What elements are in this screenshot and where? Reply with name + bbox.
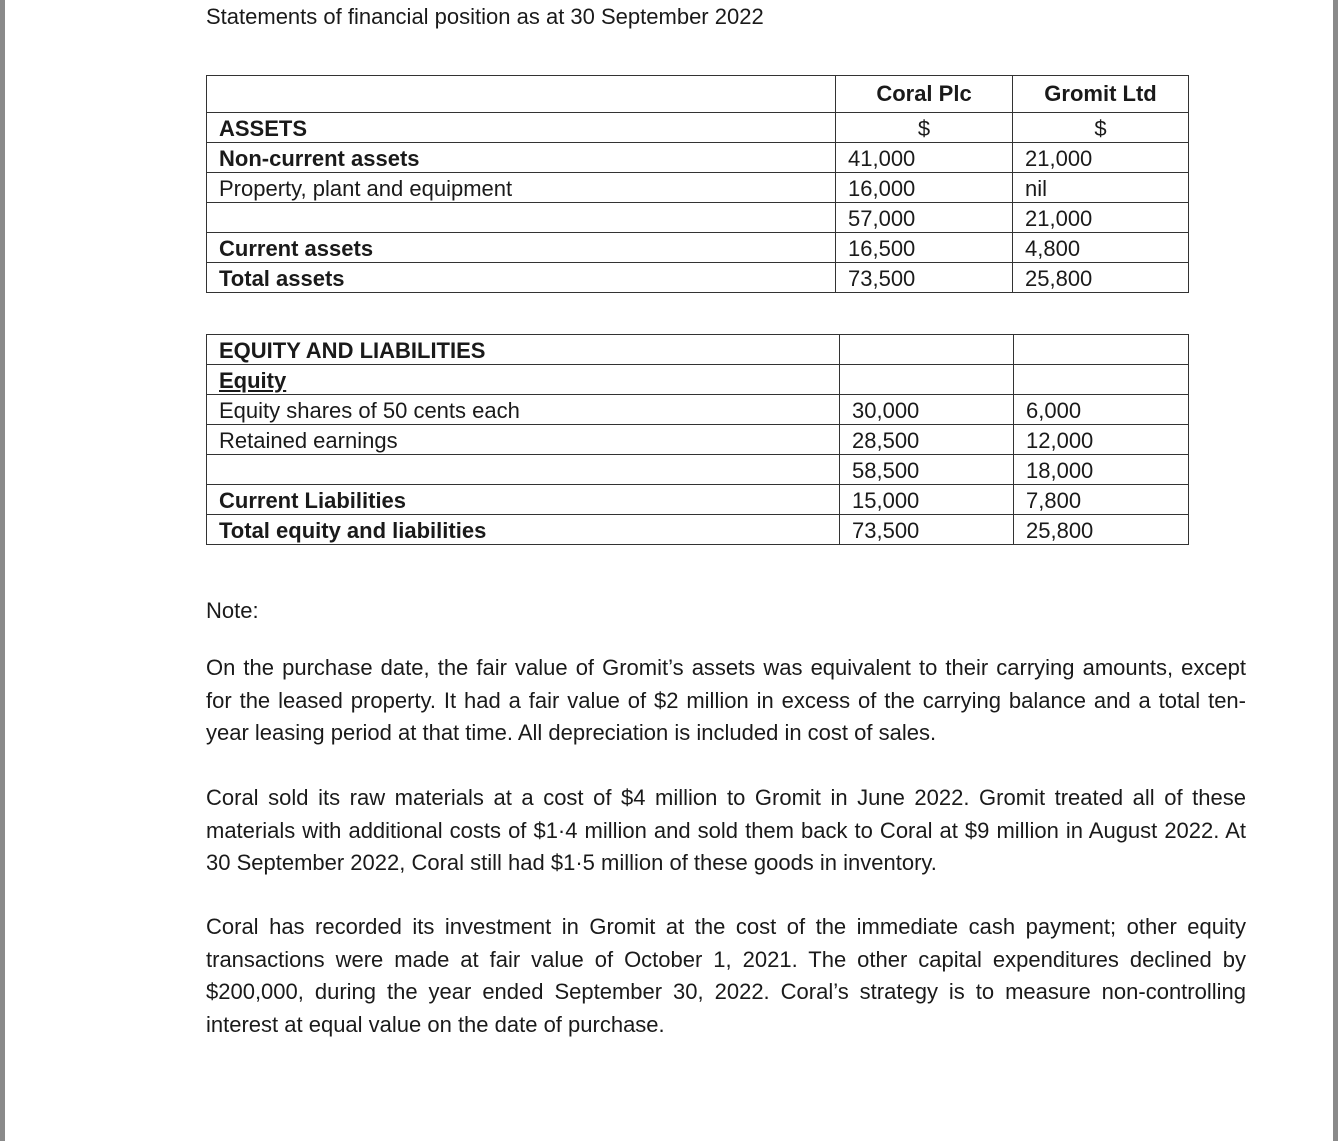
page-edge-right [1333, 0, 1338, 1141]
page-title: Statements of financial position as at 30 September 2022 [206, 4, 764, 29]
gromit-value: 4,800 [1013, 233, 1189, 263]
coral-value: 41,000 [836, 143, 1013, 173]
coral-value: 73,500 [836, 263, 1013, 293]
gromit-value: 25,800 [1013, 263, 1189, 293]
table-row [207, 395, 1189, 425]
header-empty-cell [207, 76, 836, 113]
table-row [207, 515, 1189, 545]
row-label: Total assets [207, 263, 836, 293]
gromit-value: 21,000 [1013, 143, 1189, 173]
empty-cell [1014, 365, 1189, 395]
row-label [207, 455, 840, 485]
coral-value: 28,500 [840, 425, 1014, 455]
coral-currency: $ [836, 113, 1013, 143]
table-row [207, 455, 1189, 485]
table-row [207, 173, 1189, 203]
coral-value: 16,000 [836, 173, 1013, 203]
gromit-value: 25,800 [1014, 515, 1189, 545]
table-row [207, 113, 1189, 143]
row-label: Total equity and liabilities [207, 515, 840, 545]
coral-value: 30,000 [840, 395, 1014, 425]
coral-value: 15,000 [840, 485, 1014, 515]
table-row [207, 335, 1189, 365]
coral-value: 73,500 [840, 515, 1014, 545]
gromit-value: nil [1013, 173, 1189, 203]
note-paragraph: On the purchase date, the fair value of Gromit’s assets was equivalent to their carrying amounts, except for the leased property. It had a fair value of $2 million in excess of the carrying balance and a total ten-year leasing period at that time. All depreciation is included in cost of sales. [206, 655, 1246, 745]
table-row [207, 233, 1189, 263]
row-label: Equity shares of 50 cents each [207, 395, 840, 425]
table-row [207, 143, 1189, 173]
note-paragraph: Coral has recorded its investment in Gromit at the cost of the immediate cash payment; other equity transactions were made at fair value of October 1, 2021. The other capital expenditures declined by $200,000, during the year ended September 30, 2022. Coral’s strategy is to measure non-controlling interest at equal value on the date of purchase. [206, 914, 1246, 1037]
table-row [207, 485, 1189, 515]
row-label: Current Liabilities [207, 485, 840, 515]
equity-section-label: EQUITY AND LIABILITIES [207, 335, 840, 365]
row-label: Current assets [207, 233, 836, 263]
gromit-value: 21,000 [1013, 203, 1189, 233]
gromit-value: 12,000 [1014, 425, 1189, 455]
gromit-currency: $ [1013, 113, 1189, 143]
row-label: Property, plant and equipment [207, 173, 836, 203]
equity-liabilities-table [206, 334, 1189, 545]
assets-section-label: ASSETS [207, 113, 836, 143]
table-row [207, 365, 1189, 395]
gromit-column-header: Gromit Ltd [1013, 76, 1189, 113]
note-paragraph: Coral sold its raw materials at a cost of $4 million to Gromit in June 2022. Gromit treated all of these materials with additional costs of $1·4 million and sold them back to Coral at $9 million in August 2022. At 30 September 2022, Coral still had $1·5 million of these goods in inventory. [206, 785, 1246, 875]
empty-cell [840, 365, 1014, 395]
empty-cell [840, 335, 1014, 365]
coral-column-header: Coral Plc [836, 76, 1013, 113]
table-row [207, 263, 1189, 293]
page-edge-left [0, 0, 5, 1141]
table-row [207, 425, 1189, 455]
gromit-value: 7,800 [1014, 485, 1189, 515]
note-label: Note: [206, 598, 259, 623]
coral-value: 16,500 [836, 233, 1013, 263]
table-header-row [207, 76, 1189, 113]
row-label: Retained earnings [207, 425, 840, 455]
gromit-value: 18,000 [1014, 455, 1189, 485]
row-label [207, 203, 836, 233]
gromit-value: 6,000 [1014, 395, 1189, 425]
equity-sub-label: Equity [207, 365, 840, 395]
empty-cell [1014, 335, 1189, 365]
coral-value: 58,500 [840, 455, 1014, 485]
table-row [207, 203, 1189, 233]
assets-table [206, 75, 1189, 293]
coral-value: 57,000 [836, 203, 1013, 233]
row-label: Non-current assets [207, 143, 836, 173]
